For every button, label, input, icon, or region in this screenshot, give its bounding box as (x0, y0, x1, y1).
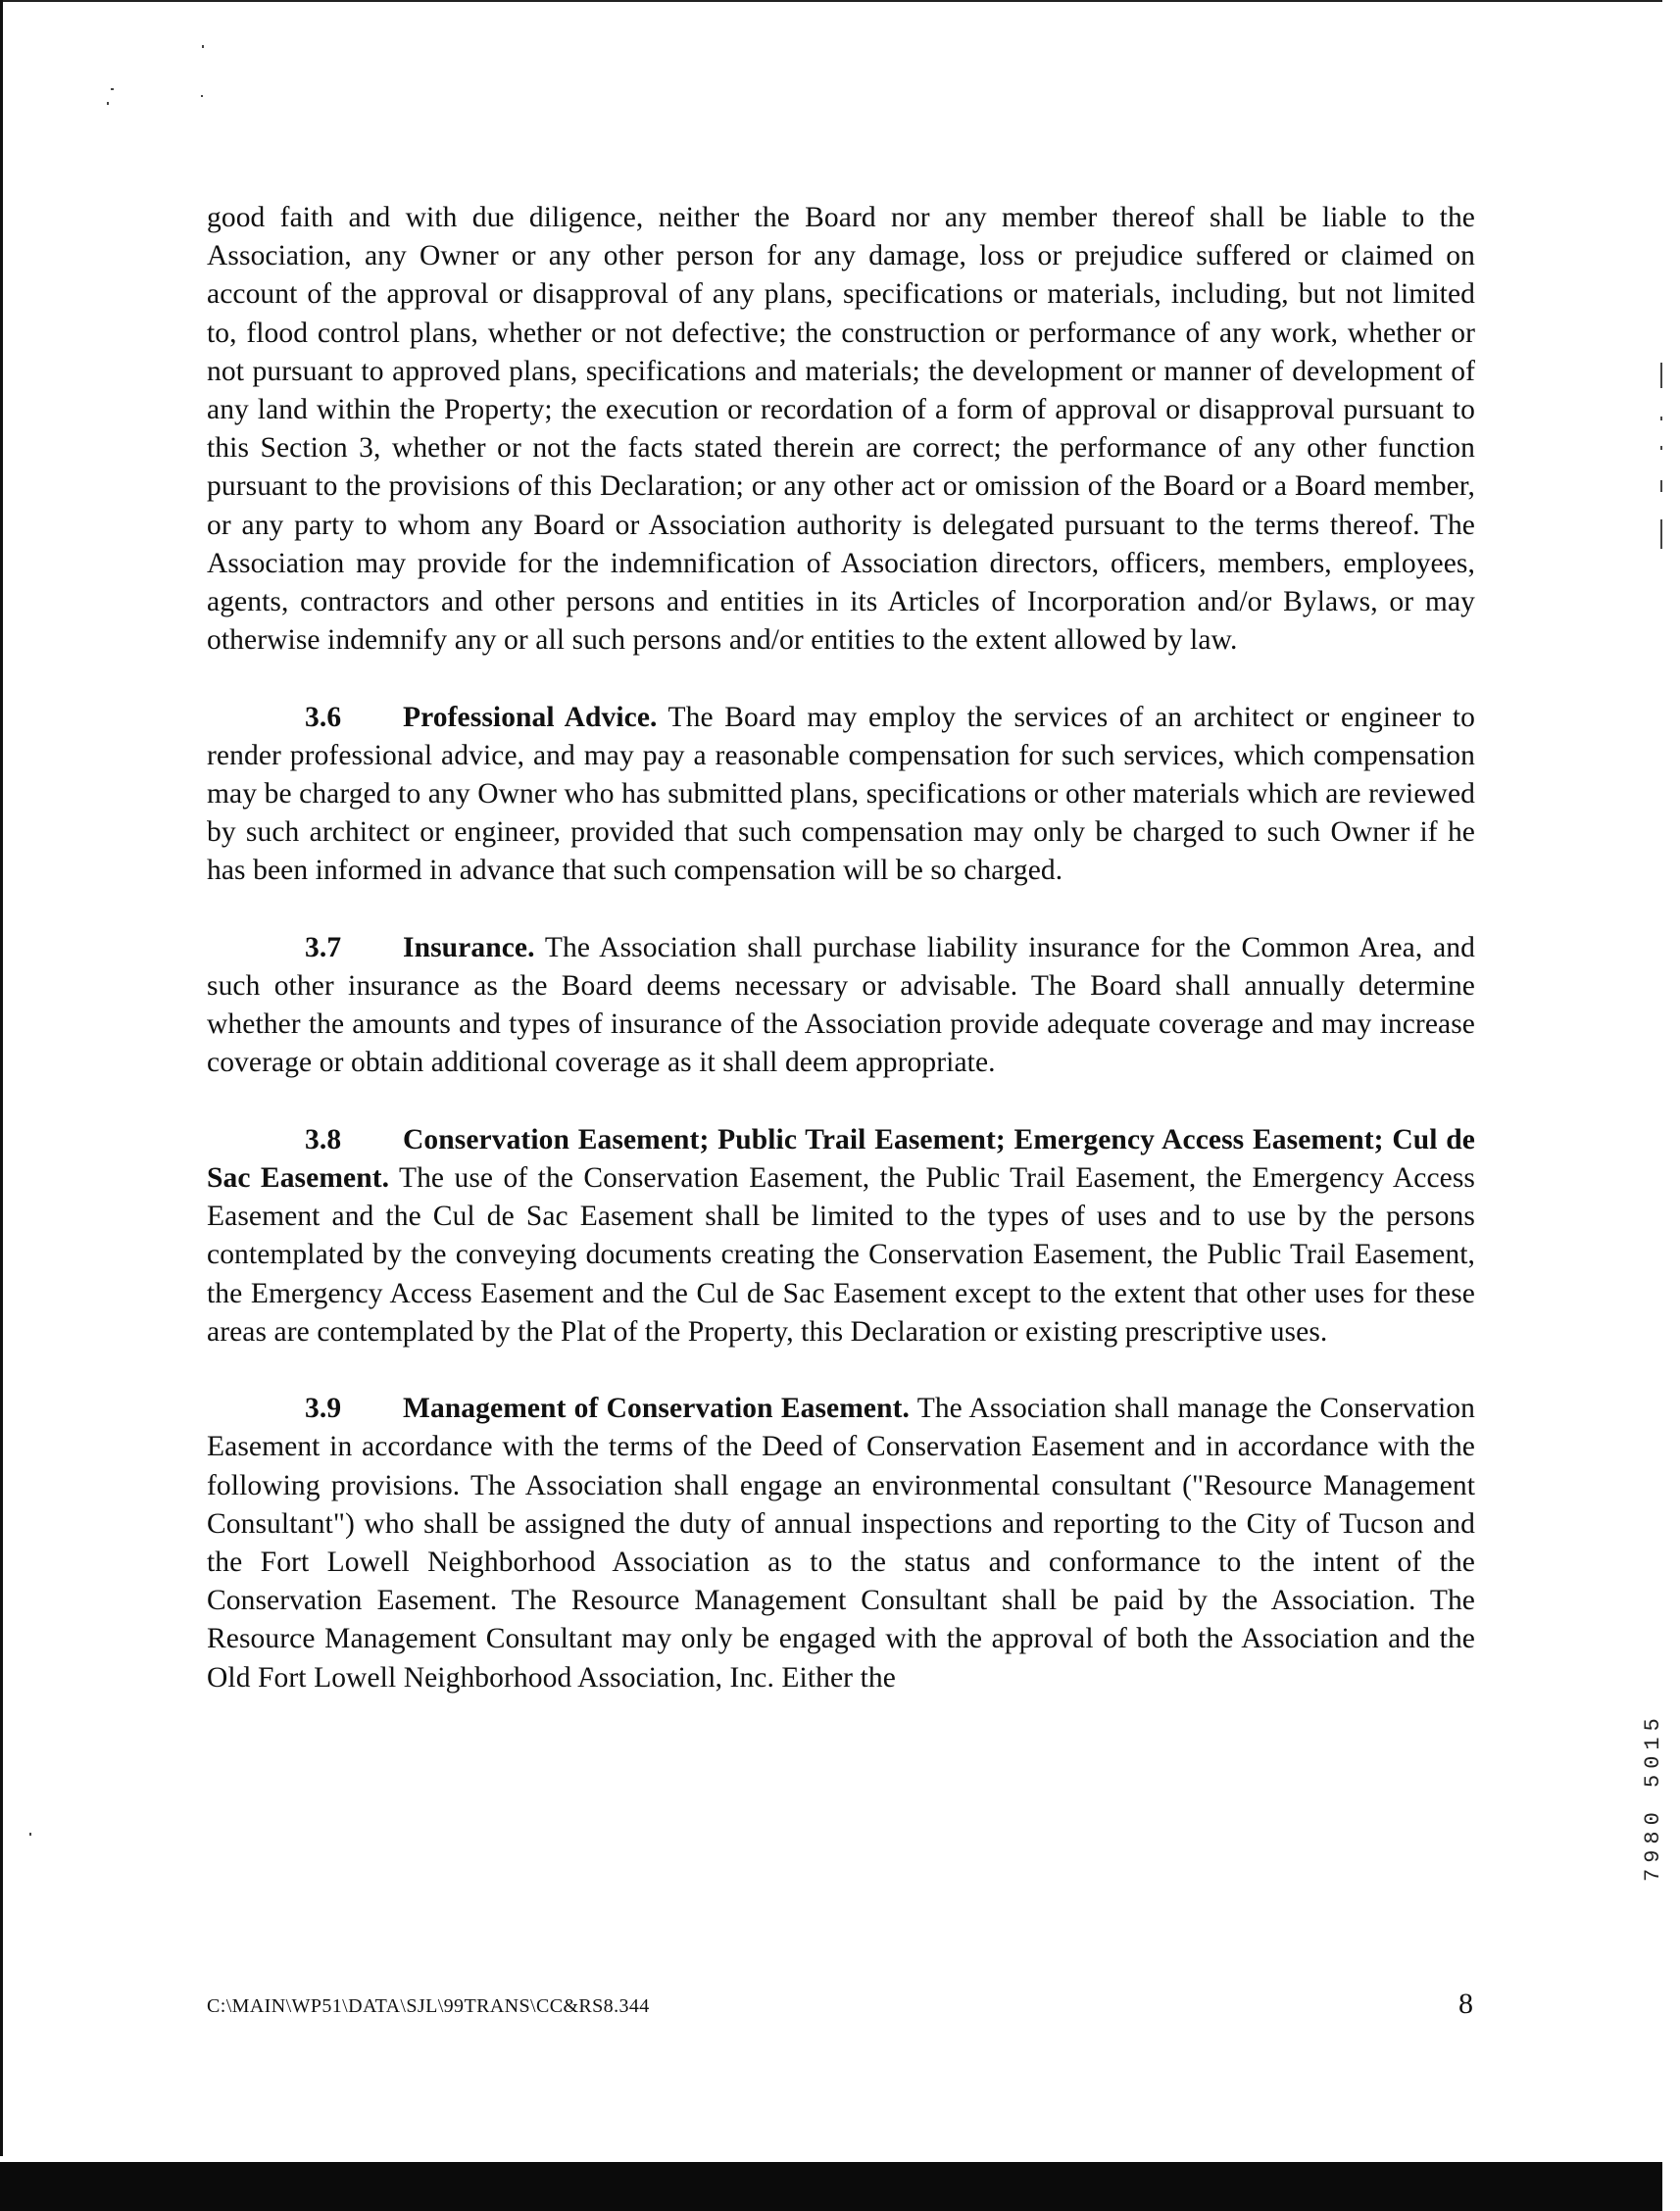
scan-speck (111, 88, 114, 90)
section-3-6 (207, 699, 1475, 891)
section-title: Professional Advice. (403, 701, 658, 733)
section-number: 3.8 (305, 1123, 342, 1155)
page-number: 8 (1458, 1988, 1473, 2020)
section-number: 3.7 (305, 931, 342, 963)
section-3-7 (207, 929, 1475, 1083)
section-text: The Association shall purchase liability insurance for the Common Area, and such other insurance as the Board deems necessary or advisable. The Board shall annually determine whether the amounts and types of insurance of the Association provide adequate coverage and may increase coverage or obtain additional coverage as it shall deem appropriate. (207, 931, 1475, 1079)
section-3-9 (207, 1390, 1475, 1697)
scan-speck (202, 45, 204, 48)
section-title: Management of Conservation Easement. (403, 1393, 911, 1425)
scan-top-edge (0, 0, 1662, 2)
scan-left-edge (0, 0, 3, 2156)
section-number: 3.9 (305, 1393, 342, 1425)
section-3-8 (207, 1121, 1475, 1351)
footer-file-path: C:\MAIN\WP51\DATA\SJL\99TRANS\CC&RS8.344 (207, 1995, 650, 2017)
paragraph-continuation: good faith and with due diligence, neither the Board nor any member thereof shall be liable to the Association, any Owner or any other person for any damage, loss or prejudice suffered or claimed on account of the approval or disapproval of any plans, specifications or materials, including, but not limited to, flood control plans, whether or not defective; the construction or performance of any work, whether or not pursuant to approved plans, specifications and materials; the development or manner of development of any land within the Property; the execution or recordation of a form of approval or disapproval pursuant to this Section 3, whether or not the facts stated therein are correct; the performance of any other function pursuant to the provisions of this Declaration; or any other act or omission of the Board or a Board member, or any party to whom any Board or Association authority is delegated pursuant to the terms thereof. The Association may provide for the indemnification of Association directors, officers, members, employees, agents, contractors and other persons and entities in its Articles of Incorporation and/or Bylaws, or may otherwise indemnify any or all such persons and/or entities to the extent allowed by law. (207, 202, 1475, 657)
scan-speck (201, 95, 203, 97)
recording-stamp-text: 7980 5015 (1641, 1712, 1665, 1882)
recording-stamp (1607, 1558, 1665, 1882)
margin-ticks (1660, 363, 1662, 549)
section-text: The Association shall manage the Conservation Easement in accordance with the terms of the Deed of Conservation Easement and in accordance with the following provisions. The Association shall engage an environmental consultant ("Resource Management Consultant") who shall be assigned the duty of annual inspections and reporting to the City of Tucson and the Fort Lowell Neighborhood Association as to the status and conformance to the intent of the Conservation Easement. The Resource Management Consultant shall be paid by the Association. The Resource Management Consultant may only be engaged with the approval of both the Association and the Old Fort Lowell Neighborhood Association, Inc. Either the (207, 1393, 1475, 1694)
scan-bottom-border (0, 2162, 1662, 2211)
section-text: The use of the Conservation Easement, the Public Trail Easement, the Emergency Access Easement and the Cul de Sac Easement shall be limited to the types of uses and to use by the persons contemplated by the conveying documents creating the Conservation Easement, the Public Trail Easement, the Emergency Access Easement and the Cul de Sac Easement except to the extent that other uses for these areas are contemplated by the Plat of the Property, this Declaration or existing prescriptive uses. (207, 1162, 1475, 1348)
section-title: Insurance. (403, 931, 535, 963)
section-text: The Board may employ the services of an architect or engineer to render professional advice, and may pay a reasonable compensation for such services, which compensation may be charged to any Owner who has submitted plans, specifications or other materials which are reviewed by such architect or engineer, provided that such compensation may only be charged to such Owner if he has been informed in advance that such compensation will be so charged. (207, 701, 1475, 887)
section-number: 3.6 (305, 701, 342, 733)
document-body (207, 199, 1475, 1697)
scan-speck (29, 1833, 31, 1836)
section-title: Conservation Easement; Public Trail Easement; Emergency Access Easement; Cul de Sac Easement. (207, 1123, 1475, 1195)
scan-speck (107, 102, 109, 105)
